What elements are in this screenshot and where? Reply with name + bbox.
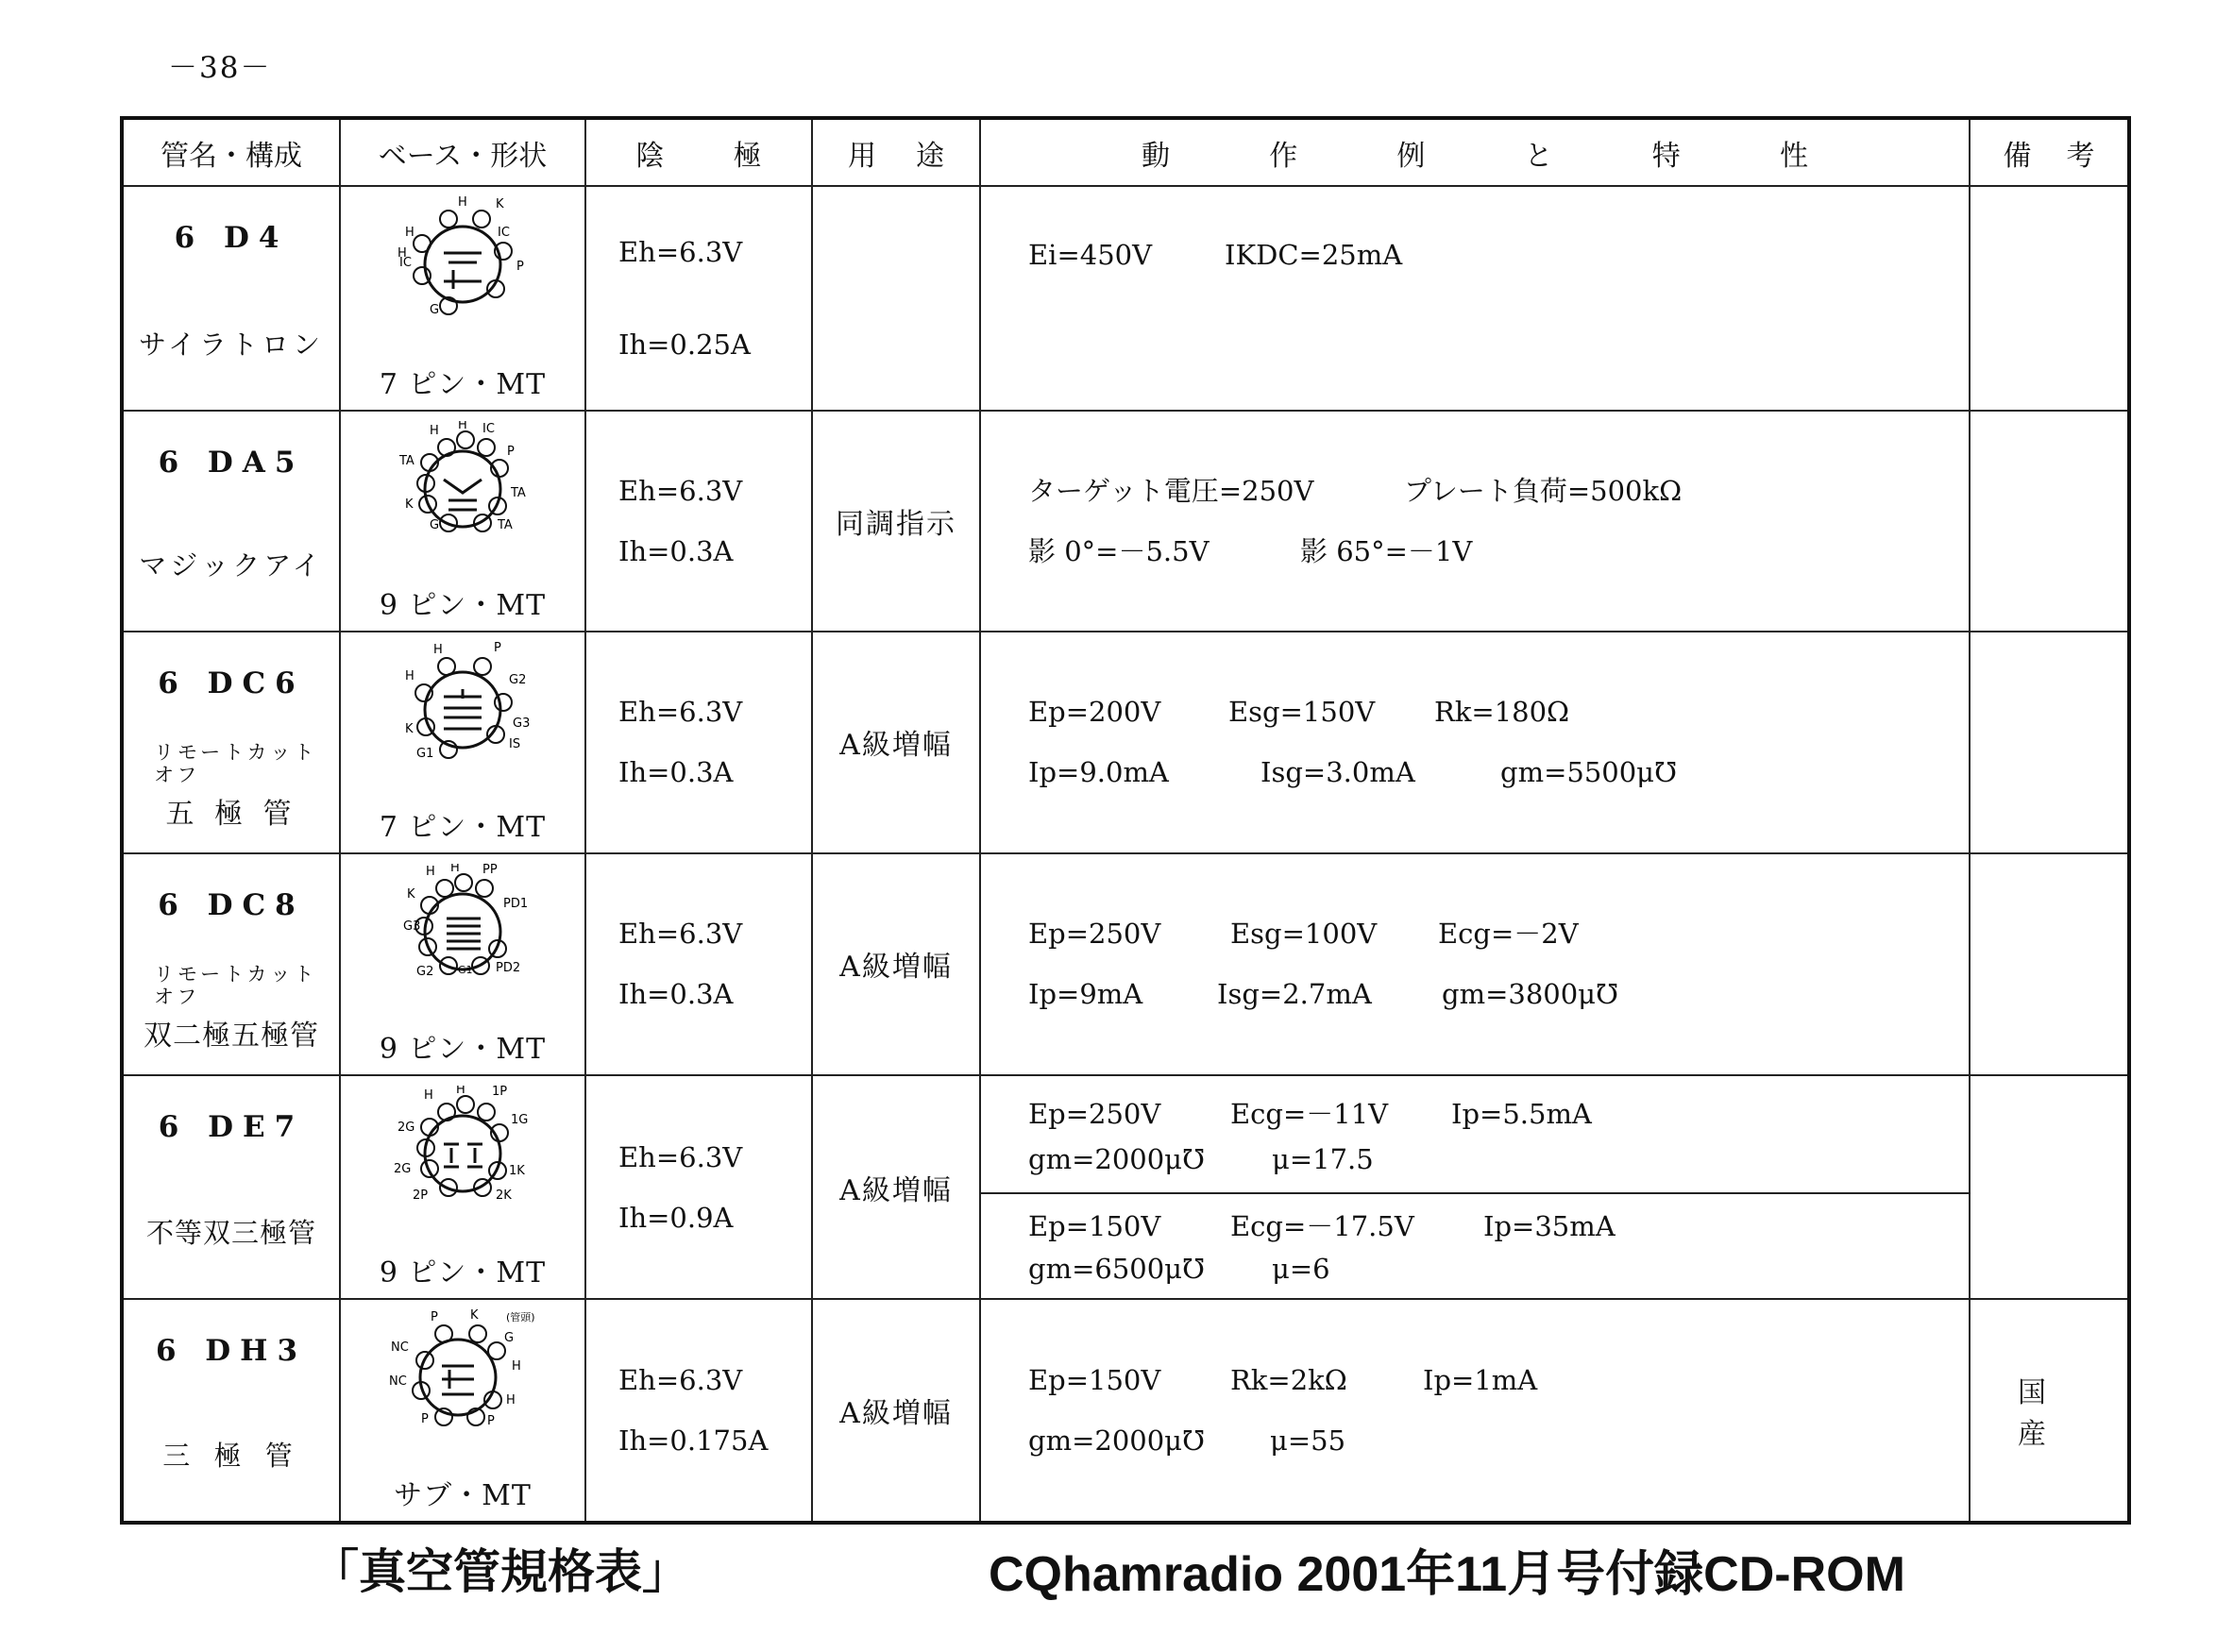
header-cathode: 陰 極	[585, 118, 812, 186]
use-cell	[812, 186, 980, 410]
use-cell: A級増幅	[812, 1299, 980, 1523]
svg-text:H: H	[430, 423, 439, 438]
svg-text:G2: G2	[416, 964, 434, 979]
tube-type	[124, 741, 339, 832]
note-cell	[1970, 186, 2129, 410]
use-cell: A級増幅	[812, 632, 980, 852]
cathode-cell: Eh=6.3V Ih=0.175A	[585, 1299, 812, 1523]
base-label: 9 ピン・MT	[379, 1256, 547, 1290]
svg-text:P: P	[516, 260, 524, 275]
svg-text:H: H	[512, 1359, 521, 1374]
svg-text:H: H	[405, 226, 414, 241]
svg-text:H: H	[398, 246, 407, 261]
header-ops: 動 作 例 と 特 性	[980, 118, 1970, 186]
ops-cell: ターゲット電圧=250V プレート負荷=500kΩ 影 0°=－5.5V 影 65°=－1V	[980, 411, 1970, 632]
tube-type-sub: リモートカット オフ	[154, 740, 318, 786]
header-note: 備 考	[1970, 118, 2129, 186]
base-cell	[340, 1299, 585, 1523]
base-diagram-icon	[387, 1309, 538, 1441]
svg-text:H: H	[506, 1393, 516, 1408]
tube-name-cell	[122, 411, 340, 632]
use-cell: A級増幅	[812, 853, 980, 1075]
svg-text:H: H	[424, 1088, 433, 1104]
ops-cell: Ep=150V Rk=2kΩ Ip=1mA gm=2000μ℧ μ=55	[980, 1299, 1970, 1523]
table-row	[122, 853, 2129, 1075]
ops-cell	[980, 1075, 1970, 1299]
svg-text:2G: 2G	[398, 1121, 415, 1136]
note-cell	[1970, 1075, 2129, 1299]
tube-type: マジックアイ	[139, 549, 324, 582]
table-row	[122, 632, 2129, 852]
svg-text:IC: IC	[399, 256, 412, 271]
svg-text:H: H	[450, 863, 460, 875]
cathode-cell: Eh=6.3V Ih=0.9A	[585, 1075, 812, 1299]
svg-text:(管頭): (管頭)	[506, 1311, 535, 1324]
svg-text:P: P	[494, 642, 501, 656]
base-cell	[340, 186, 585, 410]
use-cell: 同調指示	[812, 411, 980, 632]
base-label: 9 ピン・MT	[379, 589, 547, 623]
tube-name: 6 DC8	[158, 887, 305, 922]
tube-name: 6 DC6	[158, 666, 305, 701]
table-row	[122, 411, 2129, 632]
svg-text:PD1: PD1	[503, 896, 529, 911]
svg-text:PP: PP	[482, 863, 498, 877]
cathode-cell: Eh=6.3V Ih=0.3A	[585, 411, 812, 632]
svg-text:1K: 1K	[509, 1164, 525, 1179]
svg-text:G: G	[504, 1331, 515, 1346]
tube-type	[124, 963, 339, 1054]
header-name: 管名・構成	[122, 118, 340, 186]
tube-type-sub: リモートカット オフ	[154, 963, 318, 1009]
svg-text:IC: IC	[482, 421, 495, 436]
svg-text:H: H	[458, 420, 467, 432]
svg-text:TA: TA	[511, 485, 526, 500]
tube-type: 不等双三極管	[145, 1217, 316, 1250]
svg-text:G3: G3	[513, 716, 531, 732]
base-diagram-icon	[392, 864, 533, 996]
base-cell	[340, 853, 585, 1075]
svg-text:2P: 2P	[413, 1188, 429, 1204]
tube-type: 三 極 管	[162, 1440, 300, 1472]
tube-name: 6 DA5	[158, 445, 305, 480]
svg-text:K: K	[407, 886, 415, 902]
note-cell	[1970, 632, 2129, 852]
svg-text:K: K	[496, 197, 504, 212]
ops-cell: Ep=250V Esg=100V Ecg=－2V Ip=9mA Isg=2.7mA gm=3800μ℧	[980, 853, 1970, 1075]
svg-text:H: H	[426, 864, 435, 879]
svg-text:H: H	[405, 669, 414, 684]
svg-text:TA: TA	[399, 453, 414, 468]
footer-title: 「真空管規格表」	[312, 1544, 689, 1599]
svg-text:H: H	[433, 643, 443, 658]
table-row	[122, 1299, 2129, 1523]
base-label: 9 ピン・MT	[379, 1033, 547, 1067]
cathode-cell: Eh=6.3V Ih=0.3A	[585, 853, 812, 1075]
svg-text:G2: G2	[509, 673, 527, 688]
svg-text:2G: 2G	[394, 1162, 412, 1177]
tube-name-cell	[122, 632, 340, 852]
svg-text:G1: G1	[416, 747, 434, 762]
use-cell: A級増幅	[812, 1075, 980, 1299]
svg-text:G: G	[430, 303, 440, 318]
header-row	[122, 118, 2129, 186]
svg-text:TA: TA	[498, 517, 513, 532]
ops-group-a: Ep=250V Ecg=－11V Ip=5.5mA gm=2000μ℧ μ=17.5	[981, 1086, 1969, 1194]
svg-text:IS: IS	[509, 737, 521, 752]
header-base: ベース・形状	[340, 118, 585, 186]
cathode-cell: Eh=6.3V Ih=0.3A	[585, 632, 812, 852]
base-label: サブ・MT	[394, 1479, 532, 1512]
svg-text:1G: 1G	[511, 1113, 529, 1128]
tube-name-cell	[122, 1299, 340, 1523]
svg-text:P: P	[421, 1412, 429, 1427]
svg-text:K: K	[405, 497, 414, 512]
svg-text:H: H	[456, 1086, 465, 1098]
base-label: 7 ピン・MT	[379, 810, 547, 844]
svg-text:G1: G1	[458, 963, 473, 976]
svg-text:P: P	[487, 1414, 495, 1429]
base-label: 7 ピン・MT	[379, 367, 547, 401]
base-diagram-icon	[392, 642, 533, 774]
ops-cell: Ei=450V IKDC=25mA	[980, 186, 1970, 410]
svg-text:NC: NC	[389, 1374, 407, 1390]
svg-text:G: G	[430, 517, 440, 532]
tube-name: 6 D4	[174, 221, 289, 256]
footer-source: CQhamradio 2001年11月号付録CD-ROM	[989, 1547, 1905, 1602]
header-use: 用 途	[812, 118, 980, 186]
tube-name: 6 DE7	[158, 1110, 305, 1145]
tube-type: サイラトロン	[139, 328, 324, 361]
note-cell	[1970, 411, 2129, 632]
svg-text:K: K	[405, 722, 414, 737]
svg-text:H: H	[458, 196, 467, 211]
ops-group-b: Ep=150V Ecg=－17.5V Ip=35mA gm=6500μ℧ μ=6	[1028, 1210, 1616, 1286]
table-row	[122, 1075, 2129, 1299]
base-cell	[340, 632, 585, 852]
base-diagram-icon	[392, 1086, 533, 1218]
svg-text:1P: 1P	[492, 1086, 508, 1100]
svg-text:PD2: PD2	[496, 960, 521, 975]
tube-type-main: 双二極五極管	[144, 1020, 319, 1054]
base-diagram-icon	[392, 196, 533, 329]
tube-name: 6 DH3	[155, 1334, 308, 1369]
tube-type-main: 五 極 管	[165, 797, 297, 831]
tube-name-cell	[122, 1075, 340, 1299]
base-cell	[340, 1075, 585, 1299]
svg-text:G3: G3	[403, 919, 421, 934]
page-number: －38－	[168, 51, 272, 85]
tube-name-cell	[122, 853, 340, 1075]
tube-name-cell	[122, 186, 340, 410]
svg-text:NC: NC	[391, 1340, 409, 1356]
table-row	[122, 186, 2129, 410]
svg-text:2K: 2K	[496, 1188, 512, 1204]
note-cell	[1970, 853, 2129, 1075]
svg-text:P: P	[507, 444, 515, 459]
cathode-cell: Eh=6.3V Ih=0.25A	[585, 186, 812, 410]
note-cell: 国 産	[1970, 1299, 2129, 1523]
svg-text:IC: IC	[498, 226, 510, 241]
base-diagram-icon	[392, 421, 533, 553]
tube-spec-table	[120, 116, 2131, 1525]
svg-text:K: K	[470, 1309, 479, 1323]
ops-cell: Ep=200V Esg=150V Rk=180Ω Ip=9.0mA Isg=3.0mA gm=5500μ℧	[980, 632, 1970, 852]
svg-text:P: P	[431, 1310, 438, 1325]
base-cell	[340, 411, 585, 632]
